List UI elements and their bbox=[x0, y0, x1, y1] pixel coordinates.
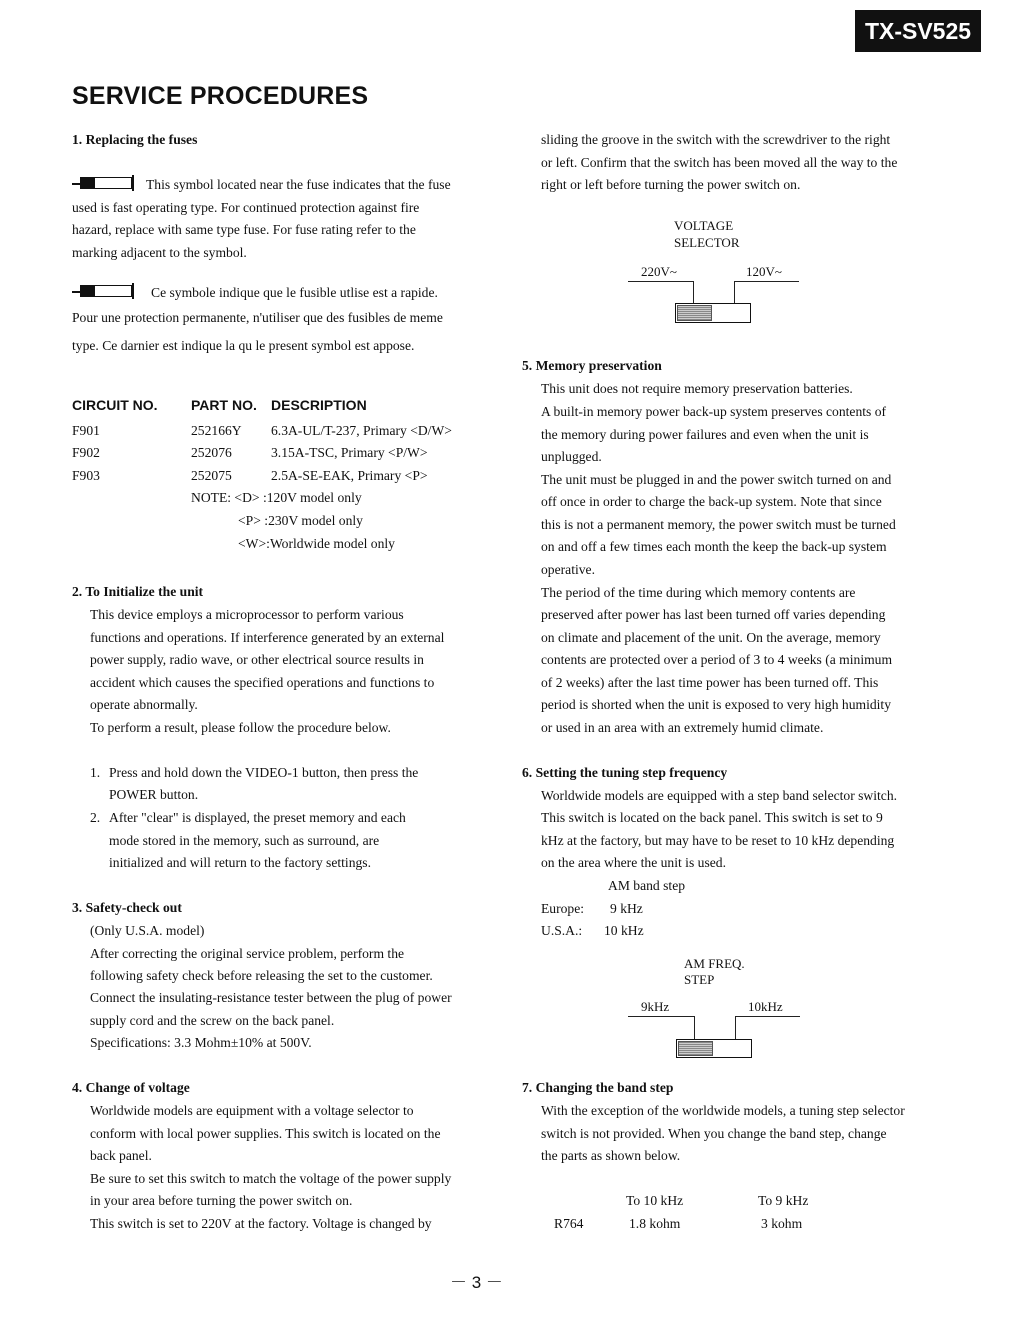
paragraph-line: Ce symbole indique que le fusible utlise est a rapide. bbox=[151, 285, 438, 300]
diagram-title: STEP bbox=[684, 972, 715, 987]
paragraph-line: accident which causes the specified operations and functions to bbox=[90, 675, 435, 690]
part-number: R764 bbox=[554, 1216, 584, 1231]
region-label: U.S.A.: bbox=[541, 923, 583, 938]
table-cell: F901 bbox=[72, 423, 100, 438]
paragraph-line: this is not a permanent memory, the power switch must be turned bbox=[541, 517, 896, 532]
paragraph-line: functions and operations. If interference generated by an external bbox=[90, 630, 445, 645]
paragraph-line: The unit must be plugged in and the power switch turned on and bbox=[541, 472, 892, 487]
switch-position-label: 9kHz bbox=[641, 999, 670, 1014]
paragraph-line: To perform a result, please follow the procedure below. bbox=[90, 720, 391, 735]
paragraph-line: operative. bbox=[541, 562, 595, 577]
table-note: NOTE: <D> :120V model only bbox=[191, 490, 362, 505]
paragraph-line: Specifications: 3.3 Mohm±10% at 500V. bbox=[90, 1035, 312, 1050]
paragraph-line: the memory during power failures and even when the unit is bbox=[541, 427, 869, 442]
paragraph-line: A built-in memory power back-up system preserves contents of bbox=[541, 404, 887, 419]
diagram-title: AM FREQ. bbox=[684, 956, 745, 971]
paragraph-line: supply cord and the screw on the back panel. bbox=[90, 1013, 335, 1028]
column-header: To 10 kHz bbox=[626, 1193, 684, 1208]
paragraph-line: on and off a few times each month the keep the back-up system bbox=[541, 539, 887, 554]
paragraph-line: off once in order to charge the back-up system. Note that since bbox=[541, 494, 882, 509]
paragraph-line: type. Ce darnier est indique la qu le present symbol est appose. bbox=[72, 338, 415, 353]
section-heading: 3. Safety-check out bbox=[72, 900, 182, 915]
paragraph-line: power supply, radio wave, or other electrical source results in bbox=[90, 652, 424, 667]
step-value: 10 kHz bbox=[604, 923, 644, 938]
switch-position-label: 10kHz bbox=[748, 999, 783, 1014]
slide-switch-knob bbox=[677, 305, 712, 321]
step-number: 2. bbox=[90, 810, 101, 825]
step-line: Press and hold down the VIDEO-1 button, then press the bbox=[109, 765, 419, 780]
switch-position-label: 220V~ bbox=[641, 264, 677, 279]
paragraph-line: hazard, replace with same type fuse. For fuse rating refer to the bbox=[72, 222, 416, 237]
paragraph-line: Connect the insulating-resistance tester between the plug of power bbox=[90, 990, 452, 1005]
region-label: Europe: bbox=[541, 901, 585, 916]
paragraph-line: or used in an area with an extremely humid climate. bbox=[541, 720, 824, 735]
table-cell: 252076 bbox=[191, 445, 232, 460]
paragraph-line: of 2 weeks) after the last time power has been turned off. This bbox=[541, 675, 879, 690]
paragraph-line: This symbol located near the fuse indicates that the fuse bbox=[146, 177, 451, 192]
lead-line bbox=[628, 281, 694, 282]
diagram-title: SELECTOR bbox=[674, 235, 740, 250]
section-heading: 2. To Initialize the unit bbox=[72, 584, 204, 599]
table-cell: 3 kohm bbox=[761, 1216, 803, 1231]
table-cell: 2.5A-SE-EAK, Primary <P> bbox=[271, 468, 428, 483]
step-table-header: AM band step bbox=[608, 878, 686, 893]
paragraph-line: unplugged. bbox=[541, 449, 602, 464]
column-header: To 9 kHz bbox=[758, 1193, 809, 1208]
fast-fuse-symbol-icon bbox=[72, 177, 134, 191]
paragraph-line: on the area where the unit is used. bbox=[541, 855, 726, 870]
paragraph-line: Be sure to set this switch to match the voltage of the power supply bbox=[90, 1171, 452, 1186]
paragraph-line: used is fast operating type. For continued protection against fire bbox=[72, 200, 420, 215]
table-cell: 252166Y bbox=[191, 423, 242, 438]
paragraph-line: Worldwide models are equipped with a step band selector switch. bbox=[541, 788, 898, 803]
lead-line bbox=[734, 281, 735, 303]
page-number: － 3 － bbox=[450, 1273, 503, 1292]
paragraph-line: conform with local power supplies. This switch is located on the bbox=[90, 1126, 441, 1141]
paragraph-line: marking adjacent to the symbol. bbox=[72, 245, 247, 260]
table-cell: 1.8 kohm bbox=[629, 1216, 681, 1231]
paragraph-line: on climate and placement of the unit. On the average, memory bbox=[541, 630, 881, 645]
paragraph-line: (Only U.S.A. model) bbox=[90, 923, 205, 938]
paragraph-line: period is shorted when the unit is exposed to very high humidity bbox=[541, 697, 891, 712]
switch-position-label: 120V~ bbox=[746, 264, 782, 279]
table-note: <P> :230V model only bbox=[238, 513, 363, 528]
step-line: POWER button. bbox=[109, 787, 199, 802]
lead-line bbox=[735, 1016, 800, 1017]
table-note: <W>:Worldwide model only bbox=[238, 536, 395, 551]
step-line: mode stored in the memory, such as surround, are bbox=[109, 833, 380, 848]
diagram-title: VOLTAGE bbox=[674, 218, 734, 233]
paragraph-line: right or left before turning the power switch on. bbox=[541, 177, 801, 192]
paragraph-line: the parts as shown below. bbox=[541, 1148, 681, 1163]
paragraph-line: After correcting the original service problem, perform the bbox=[90, 946, 405, 961]
paragraph-line: Pour une protection permanente, n'utiliser que des fusibles de meme bbox=[72, 310, 443, 325]
paragraph-line: operate abnormally. bbox=[90, 697, 198, 712]
paragraph-line: Worldwide models are equipment with a voltage selector to bbox=[90, 1103, 414, 1118]
lead-line bbox=[694, 1016, 695, 1040]
paragraph-line: switch is not provided. When you change the band step, change bbox=[541, 1126, 887, 1141]
lead-line bbox=[693, 281, 694, 303]
fast-fuse-symbol-icon bbox=[72, 285, 134, 299]
column-header: PART NO. bbox=[191, 397, 257, 413]
section-heading: 4. Change of voltage bbox=[72, 1080, 190, 1095]
section-heading: 6. Setting the tuning step frequency bbox=[522, 765, 728, 780]
table-cell: F903 bbox=[72, 468, 100, 483]
table-cell: 6.3A-UL/T-237, Primary <D/W> bbox=[271, 423, 452, 438]
lead-line bbox=[628, 1016, 695, 1017]
section-heading: 5. Memory preservation bbox=[522, 358, 662, 373]
lead-line bbox=[734, 281, 799, 282]
section-heading: 7. Changing the band step bbox=[522, 1080, 674, 1095]
page-title: SERVICE PROCEDURES bbox=[72, 82, 369, 110]
table-cell: 3.15A-TSC, Primary <P/W> bbox=[271, 445, 428, 460]
step-line: initialized and will return to the factory settings. bbox=[109, 855, 371, 870]
paragraph-line: contents are protected over a period of 3 to 4 weeks (a minimum bbox=[541, 652, 893, 667]
paragraph-line: This device employs a microprocessor to perform various bbox=[90, 607, 404, 622]
paragraph-line: This switch is set to 220V at the factory. Voltage is changed by bbox=[90, 1216, 432, 1231]
column-header: DESCRIPTION bbox=[271, 397, 367, 413]
slide-switch-knob bbox=[678, 1041, 713, 1056]
paragraph-line: or left. Confirm that the switch has been moved all the way to the bbox=[541, 155, 898, 170]
paragraph-line: kHz at the factory, but may have to be reset to 10 kHz depending bbox=[541, 833, 895, 848]
paragraph-line: With the exception of the worldwide models, a tuning step selector bbox=[541, 1103, 905, 1118]
model-badge: TX-SV525 bbox=[855, 10, 981, 52]
lead-line bbox=[735, 1016, 736, 1040]
paragraph-line: back panel. bbox=[90, 1148, 152, 1163]
paragraph-line: sliding the groove in the switch with the screwdriver to the right bbox=[541, 132, 891, 147]
table-cell: F902 bbox=[72, 445, 100, 460]
paragraph-line: The period of the time during which memory contents are bbox=[541, 585, 856, 600]
step-value: 9 kHz bbox=[610, 901, 643, 916]
paragraph-line: This unit does not require memory preservation batteries. bbox=[541, 381, 853, 396]
paragraph-line: This switch is located on the back panel. This switch is set to 9 bbox=[541, 810, 883, 825]
column-header: CIRCUIT NO. bbox=[72, 397, 158, 413]
paragraph-line: following safety check before releasing the set to the customer. bbox=[90, 968, 433, 983]
section-heading: 1. Replacing the fuses bbox=[72, 132, 198, 147]
paragraph-line: preserved after power has last been turned off varies depending bbox=[541, 607, 886, 622]
table-cell: 252075 bbox=[191, 468, 232, 483]
paragraph-line: in your area before turning the power switch on. bbox=[90, 1193, 353, 1208]
step-line: After "clear" is displayed, the preset memory and each bbox=[109, 810, 406, 825]
step-number: 1. bbox=[90, 765, 101, 780]
